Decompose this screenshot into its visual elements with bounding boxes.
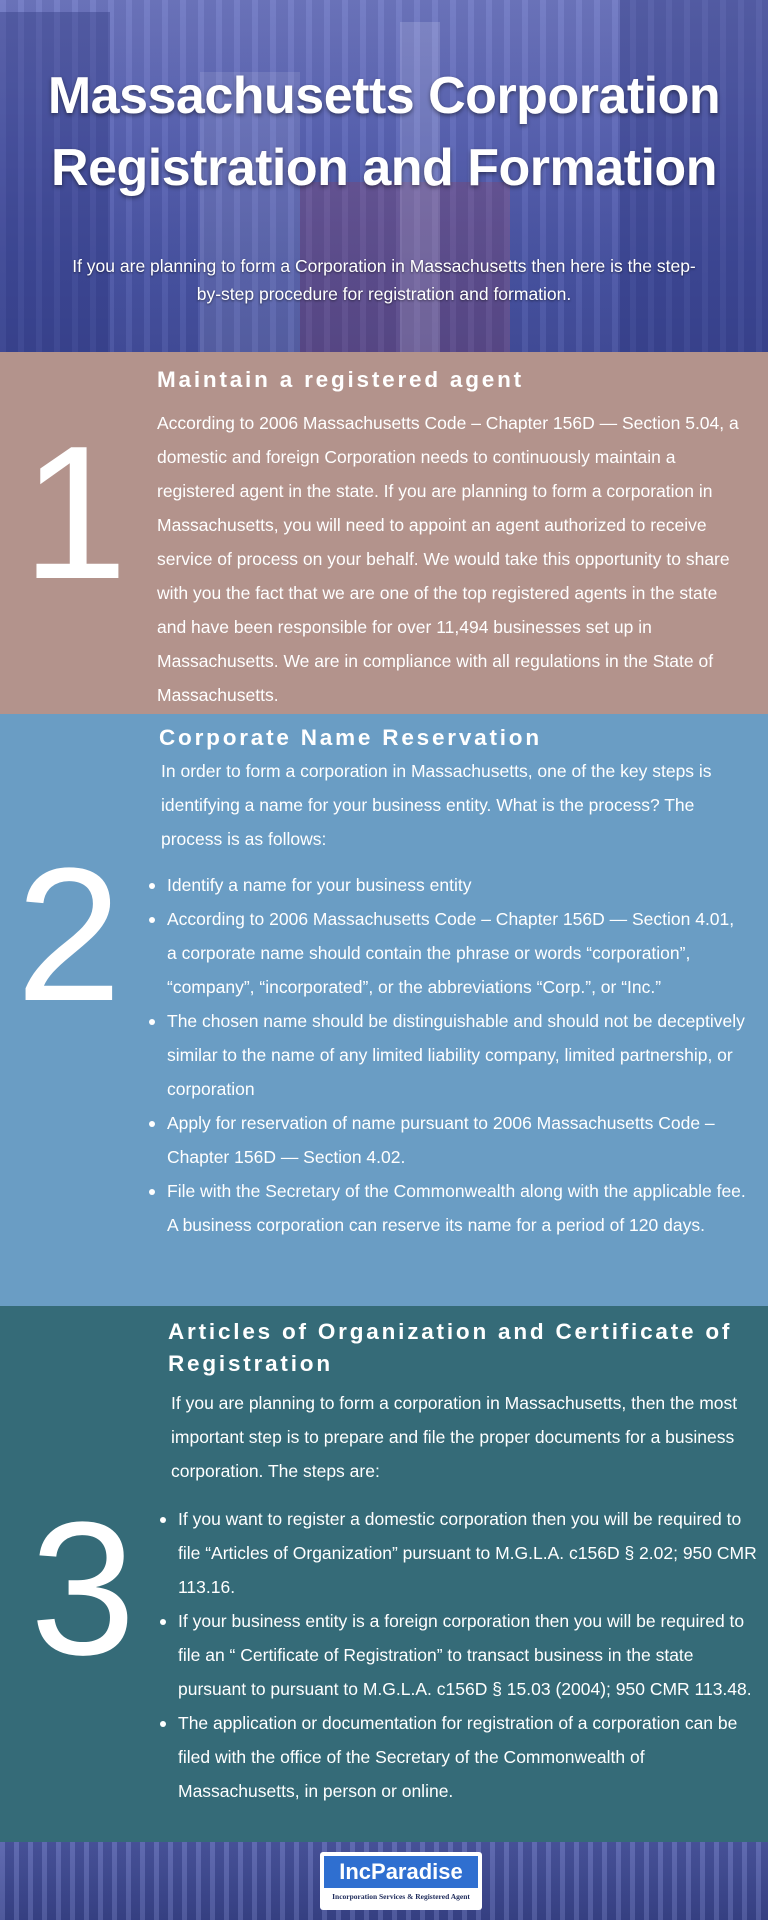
list-item: Apply for reservation of name pursuant to 2006 Massachusetts Code – Chapter 156D — Section 4.02. — [147, 1106, 747, 1174]
footer-banner — [0, 1842, 768, 1920]
step-number: 3 — [30, 1483, 136, 1695]
list-item: The chosen name should be distinguishable and should not be deceptively similar to the name of any limited liability company, limited partnership, or corporation — [147, 1004, 747, 1106]
list-item: The application or documentation for registration of a corporation can be filed with the office of the Secretary of the Commonwealth of Massachusetts, in person or online. — [158, 1706, 758, 1808]
list-item: File with the Secretary of the Commonwealth along with the applicable fee. A business corporation can reserve its name for a period of 120 days. — [147, 1174, 747, 1242]
incparadise-logo[interactable] — [320, 1852, 482, 1910]
step-intro: In order to form a corporation in Massachusetts, one of the key steps is identifying a name for your business entity. What is the process? The process is as follows: — [161, 761, 712, 849]
title-line-1: Massachusetts Corporation — [47, 67, 721, 125]
logo-wordmark: IncParadise — [324, 1856, 478, 1888]
step-intro: If you are planning to form a corporation in Massachusetts, then the most important step is to prepare and file the proper documents for a business corporation. The steps are: — [171, 1393, 738, 1481]
step-body: According to 2006 Massachusetts Code – Chapter 156D — Section 5.04, a domestic and foreign Corporation needs to continuously maintain a registered agent in the state. If you are planning to form a corporation in Massachusetts, you will need to appoint an agent authorized to receive service of process on your behalf. We would take this opportunity to share with you the fact that we are one of the top registered agents in the state and have been responsible for over 11,494 businesses set up in Massachusetts. We are in compliance with all regulations in the State of Massachusetts. — [157, 413, 739, 705]
step-number: 2 — [16, 829, 122, 1041]
step-heading: Corporate Name Reservation — [159, 725, 542, 750]
page-title — [0, 60, 768, 204]
list-item: According to 2006 Massachusetts Code – Chapter 156D — Section 4.01, a corporate name should contain the phrase or words “corporation”, “company”, “incorporated”, or the abbreviations “Corp.”, or “Inc.” — [147, 902, 747, 1004]
step-3-section — [0, 1306, 768, 1842]
step-heading: Articles of Organization and Certificate of Registration — [168, 1319, 733, 1376]
list-item: If you want to register a domestic corporation then you will be required to file “Articles of Organization” pursuant to M.G.L.A. c156D § 2.02; 950 CMR 113.16. — [158, 1502, 758, 1604]
list-item: Identify a name for your business entity — [147, 868, 747, 902]
logo-tagline: Incorporation Services & Registered Agent — [332, 1892, 470, 1901]
title-line-2: Registration and Formation — [51, 139, 717, 197]
step-1-section — [0, 352, 768, 714]
step-number: 1 — [22, 407, 128, 619]
header-banner — [0, 0, 768, 352]
step-bullet-list — [147, 868, 747, 1242]
step-2-section — [0, 714, 768, 1306]
step-bullet-list — [158, 1502, 758, 1808]
page-subtitle: If you are planning to form a Corporation in Massachusetts then here is the step-by-step procedure for registration and formation. — [72, 256, 696, 304]
step-heading: Maintain a registered agent — [157, 367, 524, 392]
list-item: If your business entity is a foreign corporation then you will be required to file an “ Certificate of Registration” to transact business in the state pursuant to pursuant to M.G.L.A. c156D § 15.03 (2004); 950 CMR 113.48. — [158, 1604, 758, 1706]
